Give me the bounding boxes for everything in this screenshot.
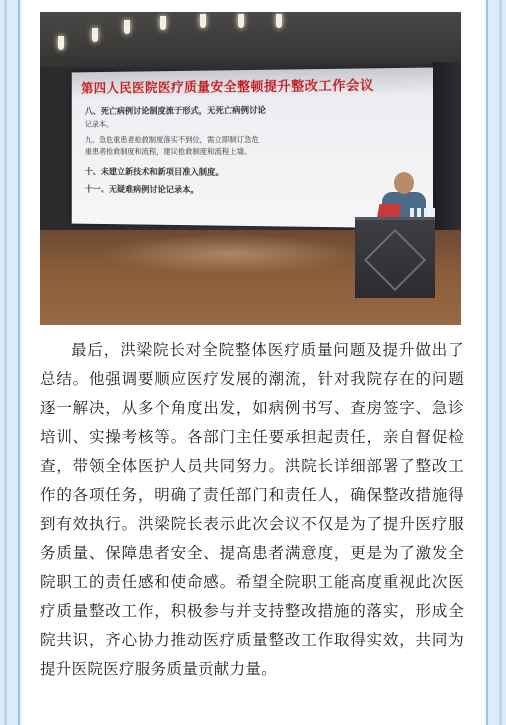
ceiling-lamp bbox=[92, 28, 98, 42]
screen-line: 重患者抢救制度和流程，建议抢救制度和流程上墙。 bbox=[84, 146, 252, 157]
decorative-border-right bbox=[486, 0, 506, 725]
screen-line: 九、急危重患者抢救制度落实不到位，需立即制订急危 bbox=[84, 134, 259, 145]
screen-line: 十、未建立新技术和新项目准入制度。 bbox=[84, 167, 224, 178]
podium-emblem bbox=[364, 229, 426, 291]
ceiling-lamp bbox=[124, 20, 130, 34]
article-content bbox=[22, 0, 484, 725]
decorative-border-left bbox=[0, 0, 20, 725]
meeting-photo bbox=[40, 12, 461, 325]
speaker-head bbox=[394, 172, 414, 194]
screen-line: 八、死亡病例讨论制度流于形式，无死亡病例讨论 bbox=[84, 105, 266, 117]
article-paragraph: 最后，洪梁院长对全院整体医疗质量问题及提升做出了总结。他强调要顺应医疗发展的潮流，针对我院存在的问题逐一解决，从多个角度出发，如病例书写、查房签字、急诊培训、实操考核等。各部门主任要承担起责任，亲自督促检查，带领全体医护人员共同努力。洪院长详细部署了整改工作的各项任务，明确了责任部门和责任人，确保整改措施得到有效执行。洪梁院长表示此次会议不仅是为了提升医疗服务质量、保障患者安全、提高患者满意度，更是为了激发全院职工的责任感和使命感。希望全院职工能高度重视此次医疗质量整改工作，积极参与并支持整改措施的落实，形成全院共识，齐心协力推动医疗质量整改工作取得实效，共同为提升医院医疗服务质量贡献力量。 bbox=[40, 341, 464, 678]
ceiling-lamp bbox=[58, 36, 64, 50]
screen-title: 第四人民医院医疗质量安全整顿提升整改工作会议 bbox=[81, 78, 374, 97]
podium bbox=[355, 217, 435, 298]
screen-line: 十一、无疑难病例讨论记录本。 bbox=[84, 184, 199, 196]
ceiling-lamp bbox=[276, 14, 282, 28]
ceiling-lamp bbox=[160, 16, 166, 30]
ceiling-lamp bbox=[200, 14, 206, 28]
screen-line: 记录本。 bbox=[84, 119, 114, 129]
floor-reflection bbox=[100, 234, 360, 274]
ceiling-lamp bbox=[238, 14, 244, 28]
